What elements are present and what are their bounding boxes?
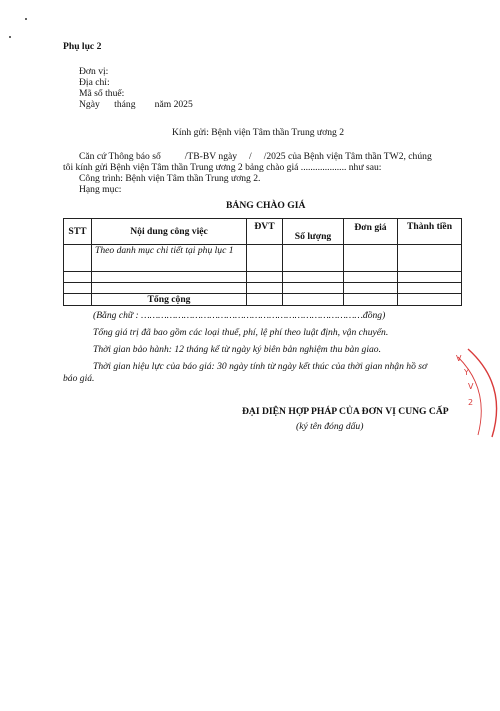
signature-title: ĐẠI DIỆN HỢP PHÁP CỦA ĐƠN VỊ CUNG CẤP	[242, 406, 449, 417]
seal-stamp-partial	[420, 345, 500, 465]
table-cell	[283, 272, 344, 283]
table-cell	[247, 283, 283, 294]
table-cell	[398, 283, 462, 294]
body-line-1: Căn cứ Thông báo số /TB-BV ngày / /2025 của Bệnh viện Tâm thần TW2, chúng	[79, 151, 432, 162]
table-cell	[247, 272, 283, 283]
field-date: Ngày tháng năm 2025	[79, 99, 193, 110]
signature-subtitle: (ký tên đóng dấu)	[296, 421, 364, 432]
table-cell	[344, 245, 398, 272]
table-cell	[64, 272, 92, 283]
table-cell	[92, 272, 247, 283]
speck-mark	[25, 18, 27, 20]
svg-text:2: 2	[468, 398, 474, 407]
field-unit: Đơn vị:	[79, 66, 109, 77]
body-line-2: tôi kính gửi Bệnh viện Tâm thần Trung ương 2 bảng chào giá ................... như sau:	[63, 162, 382, 173]
speck-mark	[9, 36, 11, 38]
svg-text:Y: Y	[464, 368, 469, 377]
table-cell	[344, 294, 398, 306]
project-line: Công trình: Bệnh viện Tâm thần Trung ương 2.	[79, 173, 261, 184]
table-row	[64, 272, 462, 283]
table-cell	[398, 272, 462, 283]
field-tax-code: Mã số thuế:	[79, 88, 125, 99]
table-cell	[247, 294, 283, 306]
table-cell	[247, 245, 283, 272]
field-address: Địa chỉ:	[79, 77, 110, 88]
table-title: BẢNG CHÀO GIÁ	[226, 200, 306, 211]
table-cell	[344, 272, 398, 283]
header-stt: STT	[64, 219, 92, 245]
note-total-value: Tổng giá trị đã bao gồm các loại thuế, phí, lệ phí theo luật định, vận chuyển.	[93, 327, 389, 338]
table-cell	[283, 294, 344, 306]
total-label: Tổng cộng	[92, 294, 247, 306]
table-row	[64, 283, 462, 294]
note-in-words: (Bằng chữ : ……………………………………………………………………đồng)	[93, 310, 386, 321]
header-quantity: Số lượng	[283, 219, 344, 245]
table-row	[64, 245, 462, 272]
note-validity-2: báo giá.	[63, 373, 95, 384]
category-line: Hạng mục:	[79, 184, 122, 195]
header-unit: ĐVT	[247, 219, 283, 245]
table-cell	[64, 283, 92, 294]
header-amount: Thành tiền	[398, 219, 462, 245]
note-validity-1: Thời gian hiệu lực của báo giá: 30 ngày tính từ ngày kết thúc của thời gian nhận hồ sơ	[93, 361, 428, 372]
svg-text:V: V	[456, 354, 462, 363]
table-cell	[283, 283, 344, 294]
header-content: Nội dung công việc	[92, 219, 247, 245]
row-content-cell: Theo danh mục chi tiết tại phụ lục 1	[92, 245, 247, 272]
table-cell	[92, 283, 247, 294]
table-cell	[398, 245, 462, 272]
appendix-title: Phụ lục 2	[63, 41, 102, 52]
table-cell	[64, 294, 92, 306]
header-price: Đơn giá	[344, 219, 398, 245]
quote-table	[63, 218, 462, 306]
table-header-row	[64, 219, 462, 245]
table-cell	[398, 294, 462, 306]
table-cell	[283, 245, 344, 272]
salutation: Kính gửi: Bệnh viện Tâm thần Trung ương 2	[172, 127, 344, 138]
table-total-row	[64, 294, 462, 306]
table-cell	[64, 245, 92, 272]
svg-text:V: V	[468, 382, 474, 391]
note-warranty: Thời gian bảo hành: 12 tháng kể từ ngày ký biên bản nghiệm thu bàn giao.	[93, 344, 382, 355]
table-cell	[344, 283, 398, 294]
